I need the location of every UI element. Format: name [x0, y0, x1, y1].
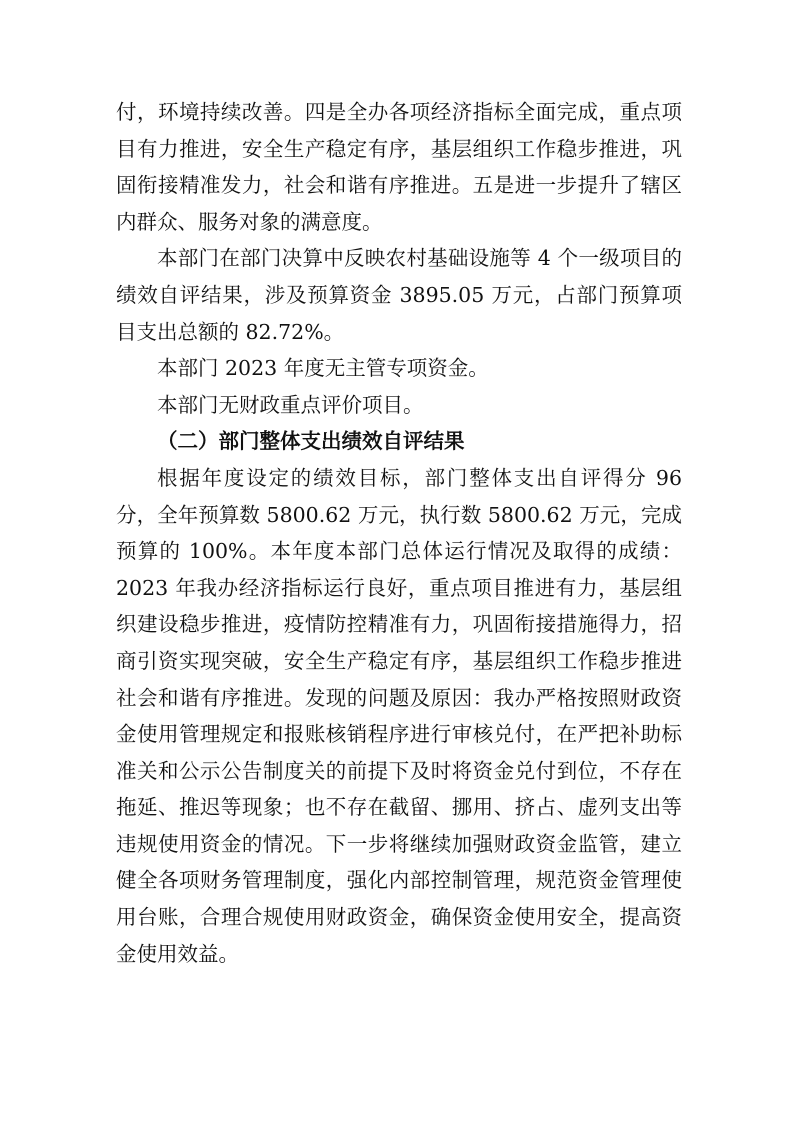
paragraph-special-funds: 本部门 2023 年度无主管专项资金。 — [157, 356, 489, 381]
section-heading: （二）部门整体支出绩效自评结果 — [157, 429, 465, 454]
paragraph-overall-results: 根据年度设定的绩效目标，部门整体支出自评得分 96 分，全年预算数 5800.62 万元，执行数 5800.62 万元，完成预算的 100%。本年度本部门总体运行情况及取得的成绩：2023 年我办经济指标运行良好，重点项目推进有力，基层组织建设稳步推进，疫情防控精准有力，巩固衔接措施得力，招商引资实现突破，安全生产稳定有序，基层组织工作稳步推进社会和谐有序推进。发现的问题及原因：我办严格按照财政资金使用管理规定和报账核销程序进行审核兑付，在严把补助标准关和公示公告制度关的前提下及时将资金兑付到位，不存在拖延、推迟等现象；也不存在截留、挪用、挤占、虚列支出等违规使用资金的情况。下一步将继续加强财政资金监管，建立健全各项财务管理制度，强化内部控制管理，规范资金管理使用台账，合理合规使用财政资金，确保资金使用安全，提高资金使用效益。 — [116, 465, 682, 966]
paragraph-continuation: 付，环境持续改善。四是全办各项经济指标全面完成，重点项目有力推进，安全生产稳定有序，基层组织工作稳步推进，巩固衔接精准发力，社会和谐有序推进。五是进一步提升了辖区内群众、服务对象的满意度。 — [116, 100, 682, 234]
paragraph-project-results: 本部门在部门决算中反映农村基础设施等 4 个一级项目的绩效自评结果，涉及预算资金 3895.05 万元，占部门预算项目支出总额的 82.72%。 — [116, 246, 682, 344]
document-page — [116, 94, 682, 972]
paragraph-key-evaluation: 本部门无财政重点评价项目。 — [157, 392, 424, 417]
